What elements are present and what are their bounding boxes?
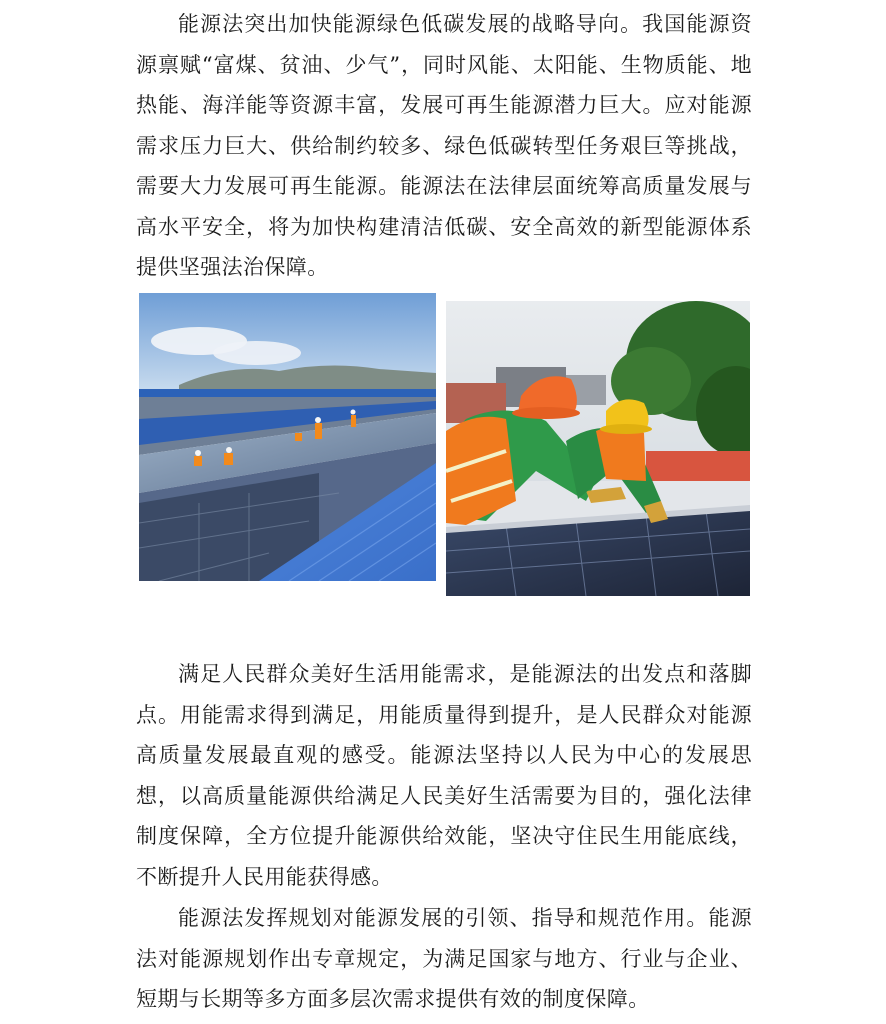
paragraph-people-energy-needs: 满足人民群众美好生活用能需求，是能源法的出发点和落脚点。用能需求得到满足，用能质量得到提升，是人民群众对能源高质量发展最直观的感受。能源法坚持以人民为中心的发展思想，以高质量能源供给满足人民美好生活需要为目的，强化法律制度保障，全方位提升能源供给效能，坚决守住民生用能底线，不断提升人民用能获得感。: [136, 662, 752, 889]
rooftop-solar-panels-photo: [139, 293, 436, 581]
paragraph-energy-planning: 能源法发挥规划对能源发展的引领、指导和规范作用。能源法对能源规划作出专章规定，为满足国家与地方、行业与企业、短期与长期等多方面多层次需求提供有效的制度保障。: [136, 906, 752, 1011]
paragraph-green-low-carbon: 能源法突出加快能源绿色低碳发展的战略导向。我国能源资源禀赋“富煤、贫油、少气”，同时风能、太阳能、生物质能、地热能、海洋能等资源丰富，发展可再生能源潜力巨大。应对能源需求压力巨大、供给制约较多、绿色低碳转型任务艰巨等挑战，需要大力发展可再生能源。能源法在法律层面统筹高质量发展与高水平安全，将为加快构建清洁低碳、安全高效的新型能源体系提供坚强法治保障。: [136, 12, 752, 279]
workers-installing-solar-panel-photo: [446, 301, 750, 596]
